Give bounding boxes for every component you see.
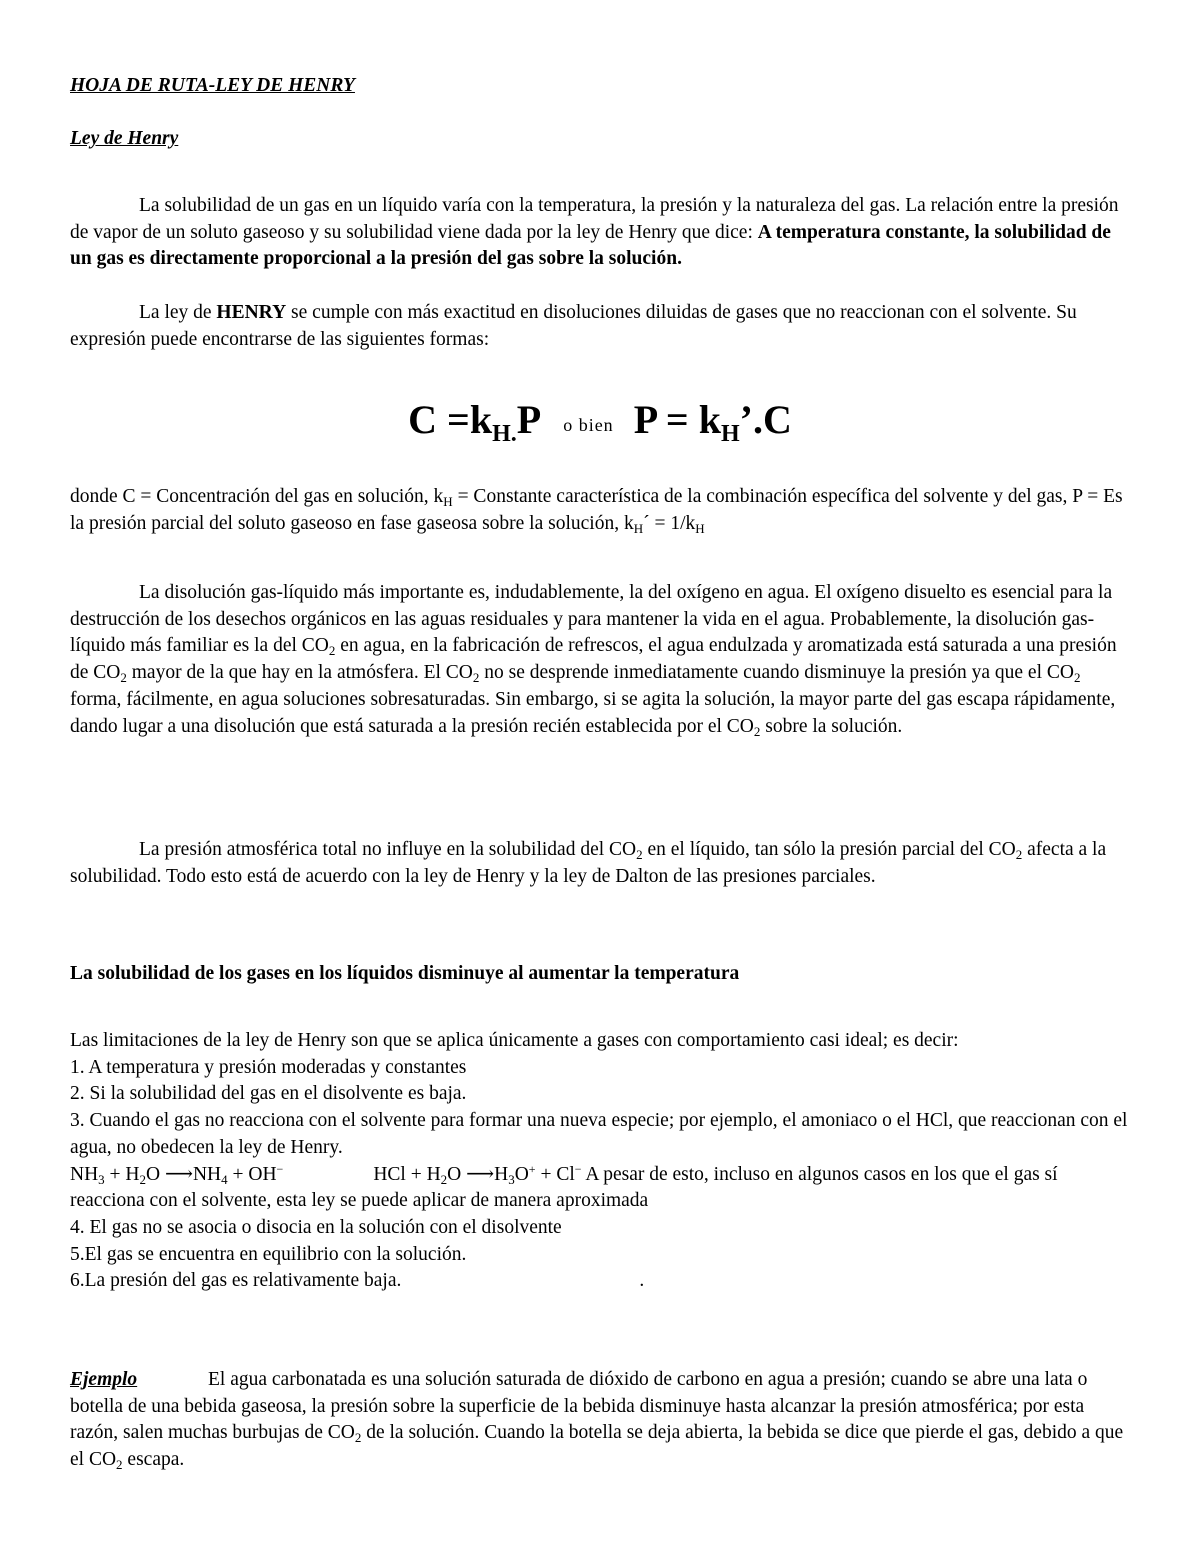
example-label: Ejemplo (70, 1369, 138, 1390)
henry-law-statement: A temperatura constante, la solubilidad de un gas es directamente proporcional a la presión del gas sobre la solución. (70, 221, 1111, 270)
section-title: Ley de Henry (70, 128, 179, 149)
arrow-icon: ⟶ (466, 1163, 495, 1185)
example-paragraph: Ejemplo El agua carbonatada es una solución saturada de dióxido de carbono en agua a presión; cuando se abre una lata o botella de una bebida gaseosa, la presión sobre la superficie de la bebida disminuye hasta alcanzar la presión atmosférica; por esta razón, salen muchas burbujas de $CO_2$ de la solución. Cuando la botella se deja abierta, la bebida se dice que pierde el gas, debido a que el $CO_2$ escapa. (70, 1369, 1124, 1473)
document-title: HOJA DE RUTA-LEY DE HENRY (70, 75, 355, 96)
arrow-icon: ⟶ (164, 1163, 193, 1185)
ammonia-equation: $NH_3 + H_2O$ $⟶NH_4 + OH^-$ (70, 1161, 284, 1187)
paragraph-variables: donde C = Concentración del gas en solución, $k_H$ = Constante característica de la combinación específica del solvente y del gas, P = Es la presión parcial del soluto gaseoso en fase gaseosa sobre la solución, $k_H´ = 1/k_H$ (70, 486, 1123, 536)
stray-dot: . (639, 1270, 645, 1292)
henry-name: HENRY (216, 302, 287, 323)
limitation-item: 2. Si la solubilidad del gas en el disolvente es baja. (70, 1083, 467, 1105)
paragraph-atmospheric: La presión atmosférica total no influye en la solubilidad del $CO_2$ en el líquido, tan sólo la presión parcial del $CO_2$ afecta a la solubilidad. Todo esto está de acuerdo con la ley de Henry y la ley de Dalton de las presiones parciales. (70, 839, 1107, 887)
hcl-equation: HCl + $H_2O$ $⟶H_3O^+ + Cl^-$ (373, 1161, 582, 1187)
limitation-item: 1. A temperatura y presión moderadas y constantes (70, 1056, 467, 1078)
paragraph-oxygen-co2: La disolución gas-líquido más importante es, indudablemente, la del oxígeno en agua. El oxígeno disuelto es esencial para la destrucción de los desechos orgánicos en las aguas residuales y para mantener la vida en el agua. Probablemente, la disolución gas-líquido más familiar es la del $CO_2$ en agua, en la fabricación de refrescos, el agua endulzada y aromatizada está saturada a una presión de $CO_2$ mayor de la que hay en la atmósfera. El $CO_2$ no se desprende inmediatamente cuando disminuye la presión ya que el $CO_2$ forma, fácilmente, en agua soluciones sobresaturadas. Sin embargo, si se agita la solución, la mayor parte del gas escapa rápidamente, dando lugar a una disolución que está saturada a la presión recién establecida por el $CO_2$ sobre la solución. (70, 582, 1117, 739)
formula-connector: o bien (563, 415, 614, 435)
paragraph-definition: La solubilidad de un gas en un líquido varía con la temperatura, la presión y la naturaleza del gas. La relación entre la presión de vapor de un soluto gaseoso y su solubilidad viene dada por la ley de Henry que dice: A temperatura constante, la solubilidad de un gas es directamente proporcional a la presión del gas sobre la solución. (70, 195, 1119, 270)
limitations-section (70, 1028, 1132, 1295)
henry-formula: $C =k_{H.}P$ o bien $P = k_H’.C$ (408, 397, 792, 447)
limitation-item: 6.La presión del gas es relativamente baja. . (70, 1270, 645, 1292)
limitation-item: 3. Cuando el gas no reacciona con el solvente para formar una nueva especie; por ejemplo, el amoniaco o el HCl, que reaccionan con el agua, no obedecen la ley de Henry. (70, 1110, 1128, 1158)
limitation-item: 5.El gas se encuentra en equilibrio con la solución. (70, 1243, 467, 1265)
temperature-heading: La solubilidad de los gases en los líquidos disminuye al aumentar la temperatura (70, 963, 740, 984)
limitation-item: 4. El gas no se asocia o disocia en la solución con el disolvente (70, 1216, 562, 1238)
paragraph-expression: La ley de HENRY se cumple con más exactitud en disoluciones diluidas de gases que no reaccionan con el solvente. Su expresión puede encontrarse de las siguientes formas: (70, 302, 1077, 350)
limitations-intro: Las limitaciones de la ley de Henry son que se aplica únicamente a gases con comportamiento casi ideal; es decir: (70, 1030, 959, 1051)
chemical-equations: $NH_3 + H_2O$ $⟶NH_4 + OH^-$ HCl + $H_2O$ $⟶H_3O^+ + Cl^-$ A pesar de esto, incluso en algunos casos en los que el gas sí reacciona con el solvente, esta ley se puede aplicar de manera aproximada (70, 1161, 1058, 1212)
